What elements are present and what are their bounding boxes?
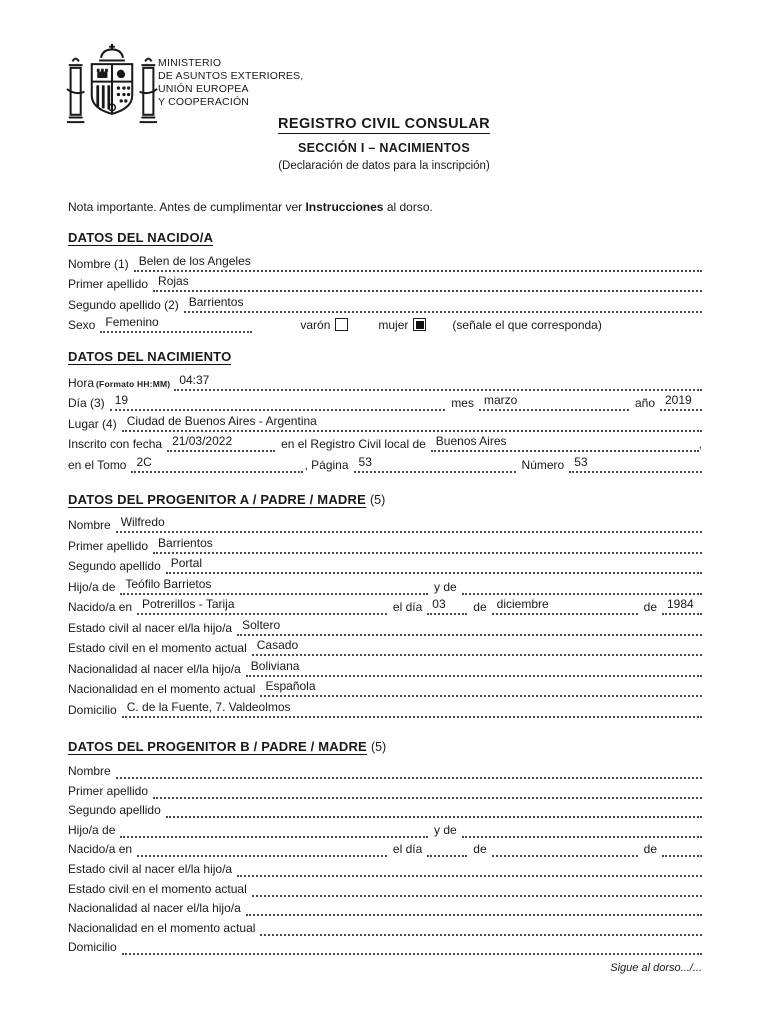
form-row-lugar xyxy=(68,411,702,432)
estado-actual-b-field[interactable] xyxy=(252,882,702,897)
hijo-de-b-field[interactable] xyxy=(120,823,428,838)
form-row-domicilio-b xyxy=(68,936,702,956)
form-row-nacido-en-b xyxy=(68,838,702,858)
document-title: REGISTRO CIVIL CONSULAR xyxy=(278,116,490,132)
nacido-en-label: Nacido/a en xyxy=(68,842,133,857)
domicilio-a-field[interactable] xyxy=(122,699,702,718)
form-row-nacionalidad-actual-b xyxy=(68,916,702,936)
hora-label: Hora xyxy=(68,375,95,390)
tomo-label: en el Tomo xyxy=(68,457,127,472)
form-row-estado-nacer-a xyxy=(68,615,702,636)
de-ano-a-value: 1984 xyxy=(667,597,694,611)
lugar-field[interactable] xyxy=(122,413,702,432)
estado-nacer-a-value: Soltero xyxy=(242,617,281,632)
primer-apellido-label: Primer apellido xyxy=(68,277,149,291)
section-heading: DATOS DEL NACIMIENTO xyxy=(68,349,232,364)
form-row-nombre-a xyxy=(68,513,702,534)
note-post: al dorso. xyxy=(383,200,433,214)
de-ano-a-field[interactable] xyxy=(662,597,702,615)
form-row-segundo-apellido-a xyxy=(68,554,702,575)
form-row-tomo xyxy=(68,452,702,473)
pagina-field[interactable] xyxy=(354,454,516,473)
form-row-hijo-de-a xyxy=(68,574,702,595)
domicilio-label: Domicilio xyxy=(68,702,117,717)
estado-nacer-label: Estado civil al nacer el/la hijo/a xyxy=(68,620,233,635)
section-heading: DATOS DEL PROGENITOR A / PADRE / MADRE xyxy=(68,491,366,507)
nombre-a-field[interactable] xyxy=(116,515,702,533)
de-ano-label: de xyxy=(643,600,657,614)
nacionalidad-nacer-label: Nacionalidad al nacer el/la hijo/a xyxy=(68,901,241,916)
form-row-nombre-b xyxy=(68,760,702,780)
ministry-line: Y COOPERACIÓN xyxy=(158,96,250,108)
form-header xyxy=(0,0,768,188)
inscrito-label: Inscrito con fecha xyxy=(68,437,163,451)
estado-actual-label: Estado civil en el momento actual xyxy=(68,641,247,655)
ano-value: 2019 xyxy=(665,393,692,407)
dia-value: 19 xyxy=(114,393,129,407)
segundo-apellido-field[interactable] xyxy=(184,294,702,313)
nacionalidad-actual-a-field[interactable] xyxy=(260,679,702,697)
y-de-label: y de xyxy=(433,579,457,594)
primer-apellido-field[interactable] xyxy=(153,274,702,292)
numero-label: Número xyxy=(521,457,565,472)
hijo-de-label: Hijo/a de xyxy=(68,822,116,837)
segundo-apellido-b-field[interactable] xyxy=(166,803,702,818)
primer-apellido-label: Primer apellido xyxy=(68,538,149,553)
hora-value: 04:37 xyxy=(179,372,210,387)
segundo-apellido-label: Segundo apellido (2) xyxy=(68,297,179,312)
title-block xyxy=(0,115,768,172)
el-dia-a-field[interactable] xyxy=(427,597,467,615)
nacionalidad-nacer-a-value: Boliviana xyxy=(250,658,300,673)
varon-checkbox[interactable] xyxy=(335,318,348,331)
form-row-primer-apellido-a xyxy=(68,533,702,554)
nacionalidad-nacer-a-field[interactable] xyxy=(246,658,702,677)
mes-field[interactable] xyxy=(479,393,629,411)
section-progenitor-b xyxy=(68,738,702,956)
form-row-segundo-apellido xyxy=(68,292,702,313)
inscrito-fecha-value: 21/03/2022 xyxy=(172,434,233,448)
inscrito-fecha-field[interactable] xyxy=(167,434,275,452)
section-heading-note: (5) xyxy=(369,492,386,507)
lugar-label: Lugar (4) xyxy=(68,416,117,431)
dia-field[interactable] xyxy=(110,393,446,411)
sexo-label: Sexo xyxy=(68,318,96,332)
segundo-apellido-a-value: Portal xyxy=(170,556,203,570)
form-row-primer-apellido xyxy=(68,272,702,293)
mujer-checkbox[interactable] xyxy=(413,318,426,331)
y-de-b-field[interactable] xyxy=(462,823,702,838)
note-bold: Instrucciones xyxy=(305,200,384,214)
form-row-nacionalidad-nacer-a xyxy=(68,656,702,677)
form-row-estado-actual-b xyxy=(68,877,702,897)
pagina-value: 53 xyxy=(358,454,372,469)
hijo-de-a-value: Teófilo Barrietos xyxy=(125,576,212,591)
pagina-label: , Página xyxy=(304,457,349,472)
estado-nacer-a-field[interactable] xyxy=(237,617,702,636)
nacionalidad-nacer-b-field[interactable] xyxy=(246,901,702,916)
nacido-en-b-field[interactable] xyxy=(137,842,387,857)
nacionalidad-nacer-label: Nacionalidad al nacer el/la hijo/a xyxy=(68,661,241,676)
section-heading: DATOS DEL NACIDO/A xyxy=(68,230,214,245)
section-datos-nacido xyxy=(68,229,702,333)
y-de-a-field[interactable] xyxy=(462,580,702,595)
form-row-sexo xyxy=(68,313,702,334)
sexo-hint: (señale el que corresponda) xyxy=(452,318,602,332)
nombre-a-value: Wilfredo xyxy=(120,515,165,529)
el-dia-a-value: 03 xyxy=(432,597,446,611)
mujer-label: mujer xyxy=(378,318,409,332)
y-de-label: y de xyxy=(433,822,457,837)
registro-suffix: , xyxy=(698,437,702,451)
nombre-label: Nombre (1) xyxy=(68,256,129,271)
estado-nacer-b-field[interactable] xyxy=(237,862,702,877)
segundo-apellido-a-field[interactable] xyxy=(166,556,702,574)
numero-value: 53 xyxy=(574,454,588,469)
nacido-en-label: Nacido/a en xyxy=(68,600,133,614)
el-dia-label: el día xyxy=(392,842,423,857)
continues-on-back-note: Sigue al dorso.../... xyxy=(610,962,702,975)
form-row-estado-nacer-b xyxy=(68,857,702,877)
hora-field[interactable] xyxy=(174,372,702,391)
lugar-value: Ciudad de Buenos Aires - Argentina xyxy=(126,413,317,428)
sexo-field[interactable] xyxy=(100,315,252,333)
ano-field[interactable] xyxy=(660,393,702,411)
segundo-apellido-label: Segundo apellido xyxy=(68,803,161,818)
nacido-en-a-field[interactable] xyxy=(137,597,387,615)
form-row-segundo-apellido-b xyxy=(68,799,702,819)
nacionalidad-actual-b-field[interactable] xyxy=(260,921,702,936)
de-mes-a-value: diciembre xyxy=(496,597,549,611)
nombre-label: Nombre xyxy=(68,764,111,779)
nacido-en-a-value: Potrerillos - Tarija xyxy=(142,597,235,611)
registro-local-value: Buenos Aires xyxy=(435,434,507,448)
estado-actual-a-value: Casado xyxy=(256,638,299,652)
estado-actual-label: Estado civil en el momento actual xyxy=(68,881,247,896)
hora-format-label: (Formato HH:MM) xyxy=(96,378,171,389)
hijo-de-label: Hijo/a de xyxy=(68,579,116,594)
de-mes-label: de xyxy=(473,600,487,614)
nacionalidad-actual-label: Nacionalidad en el momento actual xyxy=(68,920,256,935)
ministry-line: UNIÓN EUROPEA xyxy=(158,83,249,95)
domicilio-a-value: C. de la Fuente, 7. Valdeolmos xyxy=(126,699,291,714)
form-row-estado-actual-a xyxy=(68,636,702,657)
form-row-primer-apellido-b xyxy=(68,779,702,799)
ano-label: año xyxy=(634,396,655,410)
ministry-name xyxy=(158,57,303,109)
note-pre: Nota importante. Antes de cumplimentar ver xyxy=(68,200,306,214)
tomo-value: 2C xyxy=(136,454,152,469)
estado-actual-a-field[interactable] xyxy=(252,638,702,656)
varon-label: varón xyxy=(300,318,331,332)
nacionalidad-actual-label: Nacionalidad en el momento actual xyxy=(68,682,256,696)
document-section-title: SECCIÓN I – NACIMIENTOS xyxy=(298,141,470,155)
domicilio-b-field[interactable] xyxy=(122,940,702,955)
de-mes-label: de xyxy=(473,842,487,857)
registro-local-label: en el Registro Civil local de xyxy=(281,437,426,451)
form-row-domicilio-a xyxy=(68,697,702,718)
form-row-nacido-en-a xyxy=(68,595,702,616)
primer-apellido-label: Primer apellido xyxy=(68,783,149,798)
nacionalidad-actual-a-value: Española xyxy=(265,679,316,693)
de-mes-b-field[interactable] xyxy=(492,842,638,857)
el-dia-label: el día xyxy=(392,600,423,614)
estado-nacer-label: Estado civil al nacer el/la hijo/a xyxy=(68,862,233,877)
section-datos-nacimiento xyxy=(68,348,702,473)
de-mes-a-field[interactable] xyxy=(492,597,638,615)
form-row-nacionalidad-actual-a xyxy=(68,677,702,698)
hijo-de-a-field[interactable] xyxy=(120,576,428,595)
mes-label: mes xyxy=(451,396,474,410)
ministry-line: MINISTERIO xyxy=(158,57,222,69)
primer-apellido-a-field[interactable] xyxy=(153,535,702,554)
primer-apellido-a-value: Barrientos xyxy=(158,535,213,550)
form-row-hijo-de-b xyxy=(68,818,702,838)
numero-field[interactable] xyxy=(569,454,702,473)
de-ano-label: de xyxy=(643,842,657,857)
nombre-label: Nombre xyxy=(68,518,111,532)
ministry-line: DE ASUNTOS EXTERIORES, xyxy=(158,70,304,82)
mes-value: marzo xyxy=(483,393,518,407)
segundo-apellido-label: Segundo apellido xyxy=(68,559,161,573)
primer-apellido-value: Rojas xyxy=(158,274,189,288)
tomo-field[interactable] xyxy=(131,454,303,473)
sexo-value: Femenino xyxy=(105,315,159,329)
registro-local-field[interactable] xyxy=(431,434,699,452)
de-ano-b-field[interactable] xyxy=(662,842,702,857)
segundo-apellido-value: Barrientos xyxy=(188,294,244,309)
nombre-value: Belen de los Angeles xyxy=(138,253,251,268)
form-row-fecha xyxy=(68,391,702,412)
nombre-b-field[interactable] xyxy=(116,764,702,779)
el-dia-b-field[interactable] xyxy=(427,842,467,857)
form-row-nacionalidad-nacer-b xyxy=(68,897,702,917)
primer-apellido-b-field[interactable] xyxy=(153,784,702,799)
document-subtitle: (Declaración de datos para la inscripción) xyxy=(278,160,490,172)
section-heading-note: (5) xyxy=(370,739,387,754)
section-progenitor-a xyxy=(68,491,702,718)
domicilio-label: Domicilio xyxy=(68,940,117,955)
dia-label: Día (3) xyxy=(68,396,105,410)
nombre-field[interactable] xyxy=(134,253,702,272)
form-row-hora xyxy=(68,370,702,391)
important-note xyxy=(68,200,702,214)
form-row-inscrito xyxy=(68,432,702,453)
section-heading: DATOS DEL PROGENITOR B / PADRE / MADRE xyxy=(68,738,367,754)
form-row-nombre xyxy=(68,251,702,272)
